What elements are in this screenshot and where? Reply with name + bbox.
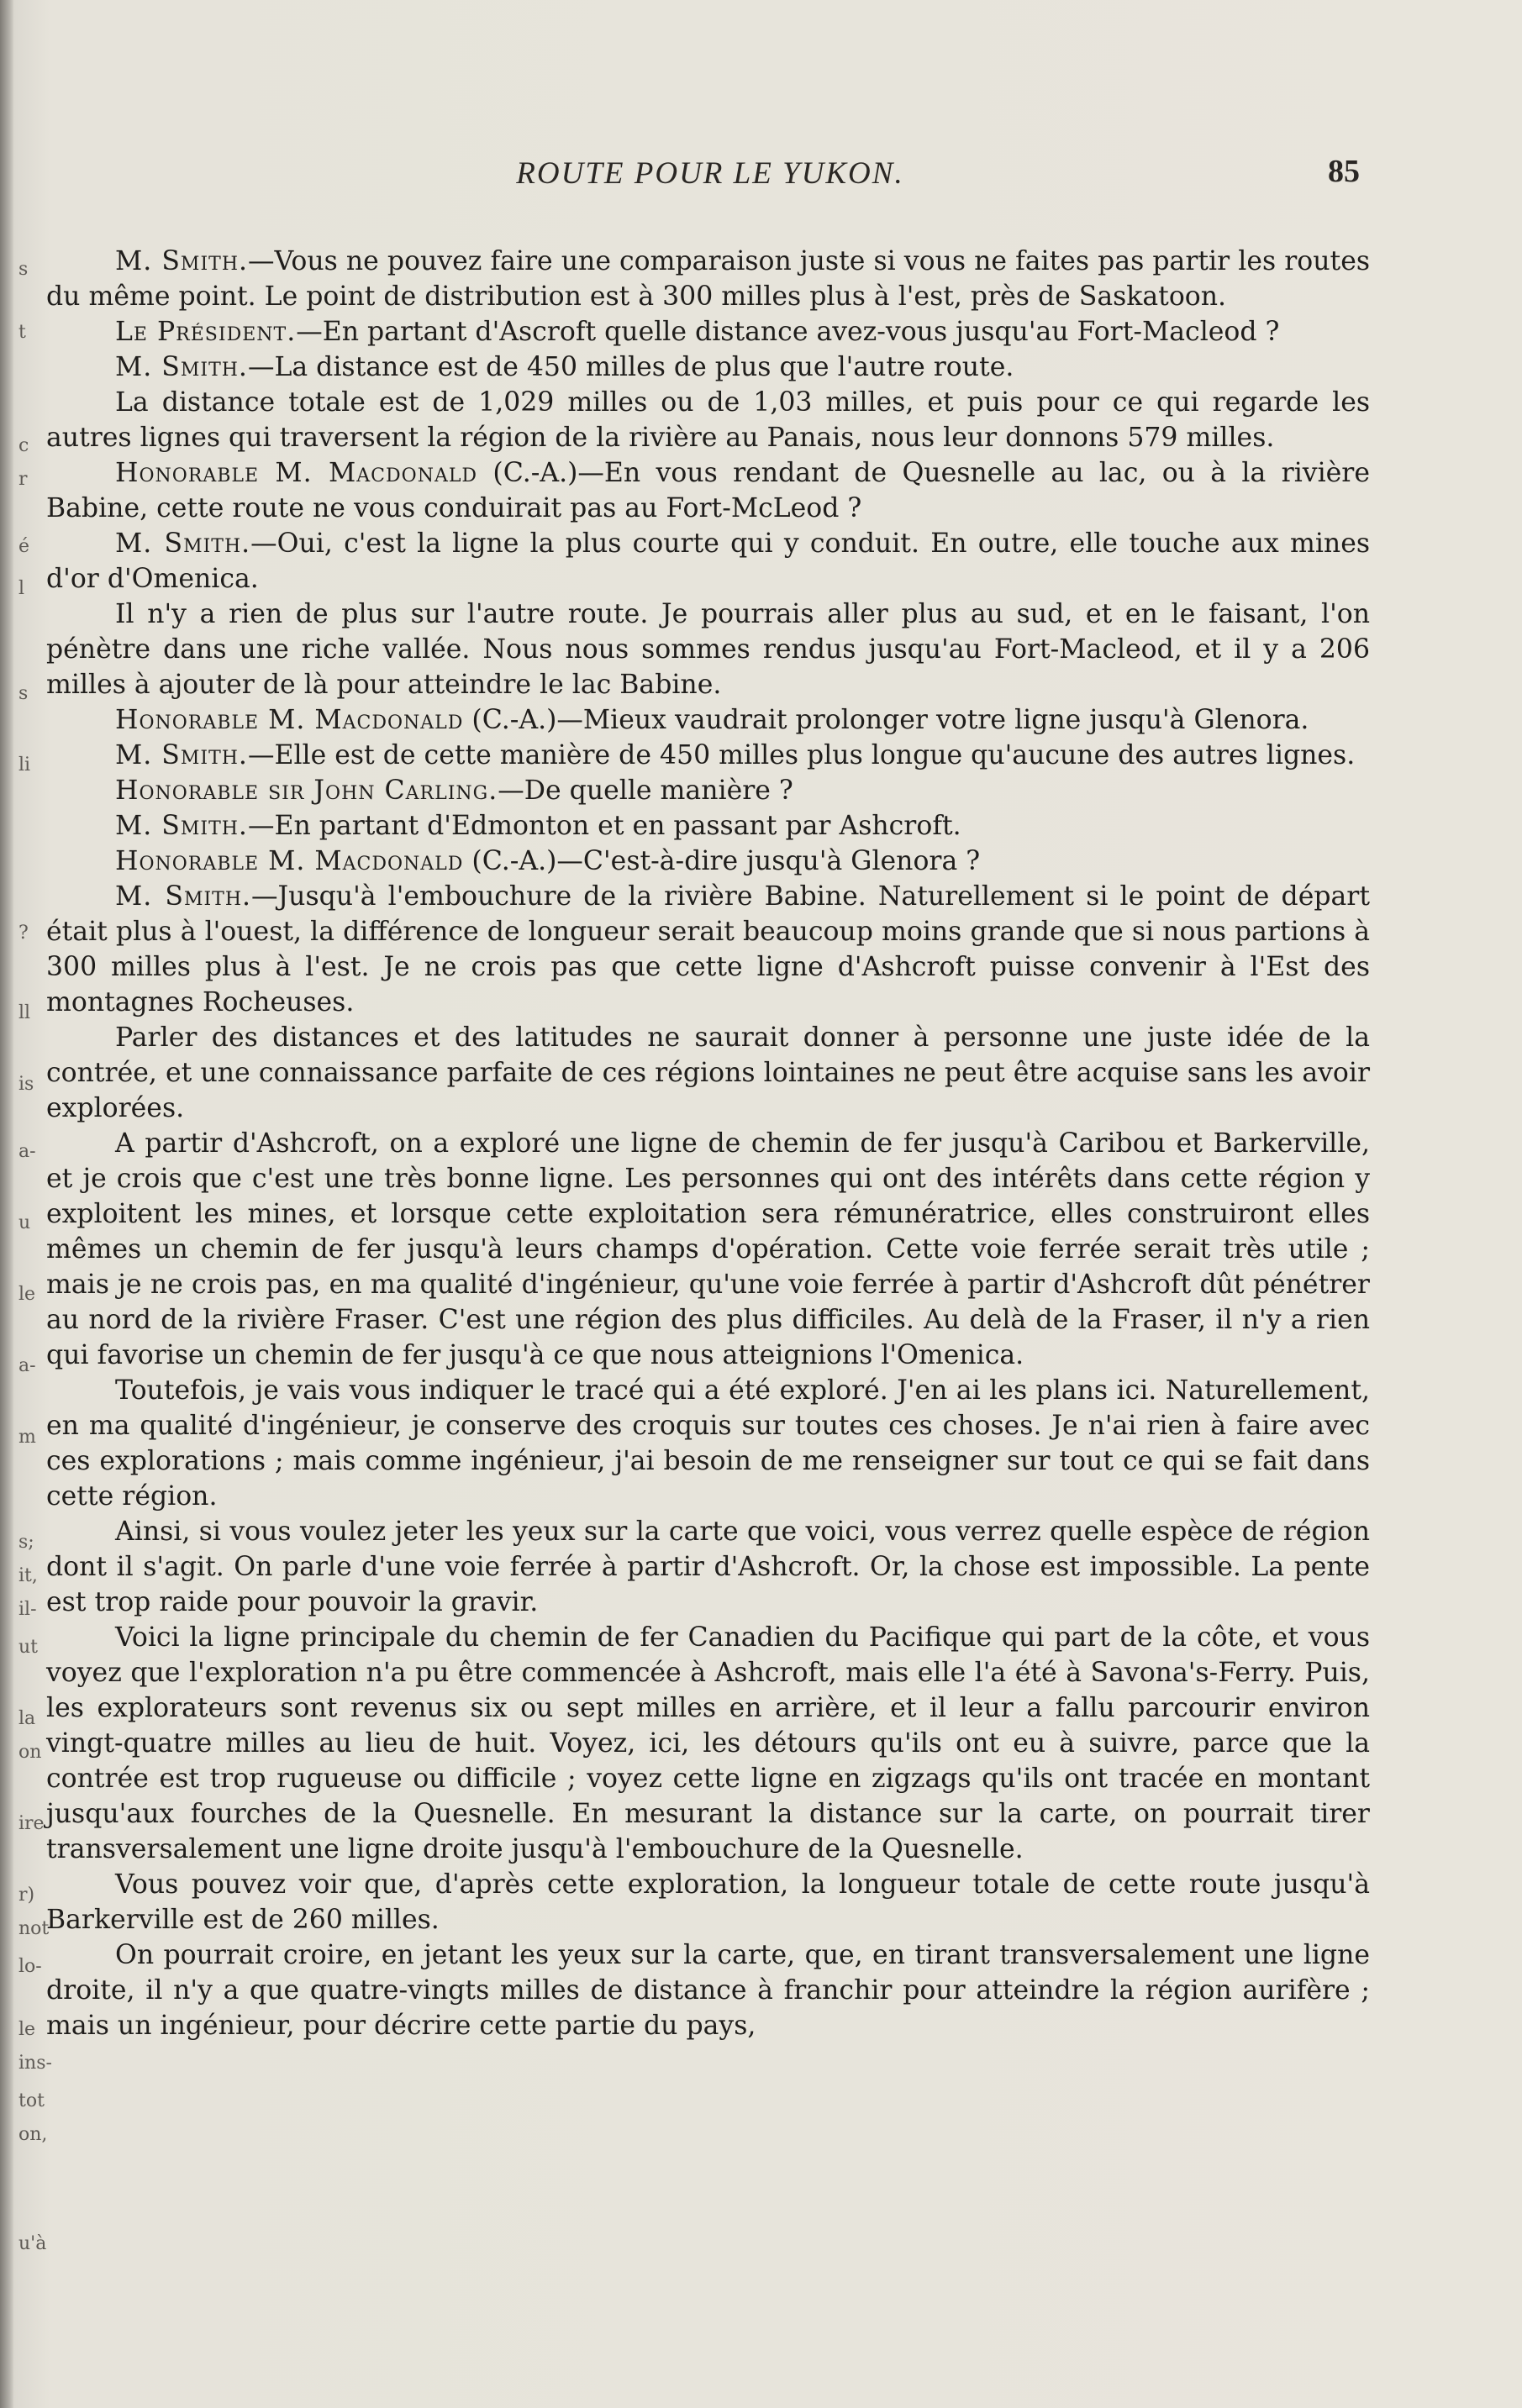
paragraph	[46, 350, 1370, 385]
paragraph-text: (C.-A.)—Mieux vaudrait prolonger votre ligne jusqu'à Glenora.	[463, 705, 1309, 735]
paragraph	[46, 844, 1370, 879]
paragraph	[46, 1867, 1370, 1937]
margin-fragment: not	[18, 1918, 50, 1939]
paragraph-text: —Elle est de cette manière de 450 milles plus longue qu'aucune des autres lignes.	[247, 740, 1356, 770]
paragraph-text: —Oui, c'est la ligne la plus courte qui y conduit. En outre, elle touche aux mines d'or d'Omenica.	[46, 528, 1371, 594]
speaker-name: Honorable M. Macdonald	[115, 705, 464, 735]
paragraph	[46, 597, 1370, 702]
paragraph-text: Ainsi, si vous voulez jeter les yeux sur la carte que voici, vous verrez quelle espèce de région dont il s'agit. On parle d'une voie ferrée à partir d'Ashcroft. Or, la chose est impossible. La pente est trop raide pour pouvoir la gravir.	[46, 1517, 1370, 1617]
margin-fragment: u'à	[18, 2233, 47, 2254]
paragraph-text: —La distance est de 450 milles de plus que l'autre route.	[247, 352, 1014, 382]
speaker-name: Honorable sir John Carling.	[115, 776, 498, 806]
margin-fragment: m	[18, 1427, 36, 1448]
margin-fragment: ?	[18, 923, 29, 944]
speaker-name: Le Président.	[115, 317, 297, 347]
margin-fragment: lo-	[18, 1956, 42, 1977]
speaker-name: M. Smith.	[115, 528, 251, 559]
paragraph-text: On pourrait croire, en jetant les yeux sur la carte, que, en tirant transversalement une ligne droite, il n'y a que quatre-vingts milles de distance à franchir pour atteindre la région aurifère ; mais un ingénieur, pour décrire cette partie du pays,	[46, 1940, 1370, 2041]
paragraph	[46, 314, 1370, 350]
paragraph	[46, 1514, 1370, 1620]
margin-fragment: a-	[18, 1355, 36, 1376]
paragraph-text: —En partant d'Ascroft quelle distance avez-vous jusqu'au Fort-Macleod ?	[296, 317, 1280, 347]
paragraph-text: —Vous ne pouvez faire une comparaison juste si vous ne faites pas partir les routes du même point. Le point de distribution est à 300 milles plus à l'est, près de Saskatoon.	[46, 246, 1371, 312]
paragraph	[46, 526, 1370, 597]
paragraph-text: —En partant d'Edmonton et en passant par Ashcroft.	[247, 811, 961, 841]
margin-fragment: a-	[18, 1141, 36, 1162]
paragraph	[46, 879, 1370, 1020]
paragraph-text: (C.-A.)—En vous rendant de Quesnelle au lac, ou à la rivière Babine, cette route ne vous conduirait pas au Fort-McLeod ?	[46, 458, 1370, 523]
paragraph	[46, 385, 1370, 455]
paragraph	[46, 244, 1370, 314]
margin-fragment: is	[18, 1074, 34, 1095]
paragraph	[46, 738, 1370, 773]
running-head: ROUTE POUR LE YUKON.	[516, 156, 904, 191]
margin-fragment: c	[18, 435, 29, 456]
margin-fragment: ire	[18, 1813, 45, 1834]
margin-fragment: t	[18, 322, 26, 343]
margin-fragment: ut	[18, 1637, 39, 1658]
paragraph	[46, 702, 1370, 738]
paragraph	[46, 773, 1370, 808]
paragraph-text: (C.-A.)—C'est-à-dire jusqu'à Glenora ?	[463, 846, 981, 876]
speaker-name: Honorable M. Macdonald	[115, 458, 478, 488]
margin-fragment: le	[18, 1284, 36, 1305]
speaker-name: M. Smith.	[115, 352, 248, 382]
page-binding-edge	[0, 0, 13, 2408]
speaker-name: M. Smith.	[115, 246, 249, 276]
paragraph-text: Vous pouvez voir que, d'après cette exploration, la longueur totale de cette route jusqu'à Barkerville est de 260 milles.	[46, 1869, 1370, 1935]
page-number: 85	[1328, 154, 1360, 189]
margin-fragment: on,	[18, 2124, 48, 2145]
paragraph-text: —De quelle manière ?	[498, 776, 793, 806]
paragraph	[46, 1020, 1370, 1126]
margin-fragment: ll	[18, 1002, 31, 1023]
paragraph	[46, 1126, 1370, 1373]
speaker-name: M. Smith.	[115, 740, 248, 770]
paragraph-text: Il n'y a rien de plus sur l'autre route. Je pourrais aller plus au sud, et en le faisant, l'on pénètre dans une riche vallée. Nous nous sommes rendus jusqu'au Fort-Macleod, et il y a 206 milles à ajouter de là pour atteindre le lac Babine.	[46, 599, 1370, 700]
margin-fragment: it,	[18, 1565, 38, 1586]
paragraph-text: A partir d'Ashcroft, on a exploré une ligne de chemin de fer jusqu'à Caribou et Barkerville, et je crois que c'est une très bonne ligne. Les personnes qui ont des intérêts dans cette région y exploitent les mines, et lorsque cette exploitation sera rémunératrice, elles construiront elles mêmes un chemin de fer jusqu'à leurs champs d'opération. Cette voie ferrée serait très utile ; mais je ne crois pas, en ma qualité d'ingénieur, qu'une voie ferrée à partir d'Ashcroft dût pénétrer au nord de la rivière Fraser. C'est une région des plus difficiles. Au delà de la Fraser, il n'y a rien qui favorise un chemin de fer jusqu'à ce que nous atteignions l'Omenica.	[46, 1128, 1370, 1370]
paragraph	[46, 1373, 1370, 1514]
paragraph-text: Toutefois, je vais vous indiquer le tracé qui a été exploré. J'en ai les plans ici. Naturellement, en ma qualité d'ingénieur, je conserve des croquis sur toutes ces choses. Je n'ai rien à faire avec ces explorations ; mais comme ingénieur, j'ai besoin de me renseigner sur tout ce qui se fait dans cette région.	[46, 1375, 1370, 1512]
paragraph-text: La distance totale est de 1,029 milles ou de 1,03 milles, et puis pour ce qui regarde les autres lignes qui traversent la région de la rivière au Panais, nous leur donnons 579 milles.	[46, 387, 1370, 453]
speaker-name: Honorable M. Macdonald	[115, 846, 464, 876]
margin-fragment: il-	[18, 1599, 37, 1620]
paragraph	[46, 808, 1370, 844]
margin-fragment: tot	[18, 2090, 45, 2111]
paragraph-text: —Jusqu'à l'embouchure de la rivière Babine. Naturellement si le point de départ était plus à l'ouest, la différence de longueur serait beaucoup moins grande que si nous partions à 300 milles plus à l'est. Je ne crois pas que cette ligne d'Ashcroft puisse convenir à l'Est des montagnes Rocheuses.	[46, 881, 1370, 1017]
margin-fragment: r)	[18, 1885, 35, 1906]
margin-fragment: u	[18, 1212, 31, 1233]
paragraph	[46, 455, 1370, 526]
paragraph-text: Parler des distances et des latitudes ne saurait donner à personne une juste idée de la contrée, et une connaissance parfaite de ces régions lointaines ne peut être acquise sans les avoir explorées.	[46, 1023, 1370, 1123]
margin-fragment: le	[18, 2019, 36, 2040]
margin-fragment: s	[18, 683, 29, 704]
margin-fragment: r	[18, 469, 28, 490]
margin-fragment: l	[18, 578, 25, 599]
margin-fragment: li	[18, 754, 31, 776]
margin-fragment: s	[18, 259, 29, 280]
paragraph	[46, 1937, 1370, 2043]
speaker-name: M. Smith.	[115, 881, 252, 912]
margin-fragment: ins-	[18, 2053, 52, 2074]
margin-fragment: la	[18, 1708, 36, 1729]
paragraph	[46, 1620, 1370, 1867]
margin-fragment: on	[18, 1742, 42, 1763]
margin-fragment: s;	[18, 1532, 34, 1553]
margin-fragment: é	[18, 536, 30, 557]
speaker-name: M. Smith.	[115, 811, 248, 841]
body-text	[46, 244, 1370, 2043]
paragraph-text: Voici la ligne principale du chemin de fer Canadien du Pacifique qui part de la côte, et vous voyez que l'exploration n'a pu être commencée à Ashcroft, mais elle l'a été à Savona's-Ferry. Puis, les explorateurs sont revenus six ou sept milles en arrière, et il leur a fallu parcourir environ vingt-quatre milles au lieu de huit. Voyez, ici, les détours qu'ils ont eu à suivre, parce que la contrée est trop rugueuse ou difficile ; voyez cette ligne en zigzags qu'ils ont tracée en montant jusqu'aux fourches de la Quesnelle. En mesurant la distance sur la carte, on pourrait tirer transversalement une ligne droite jusqu'à l'embouchure de la Quesnelle.	[46, 1622, 1370, 1864]
